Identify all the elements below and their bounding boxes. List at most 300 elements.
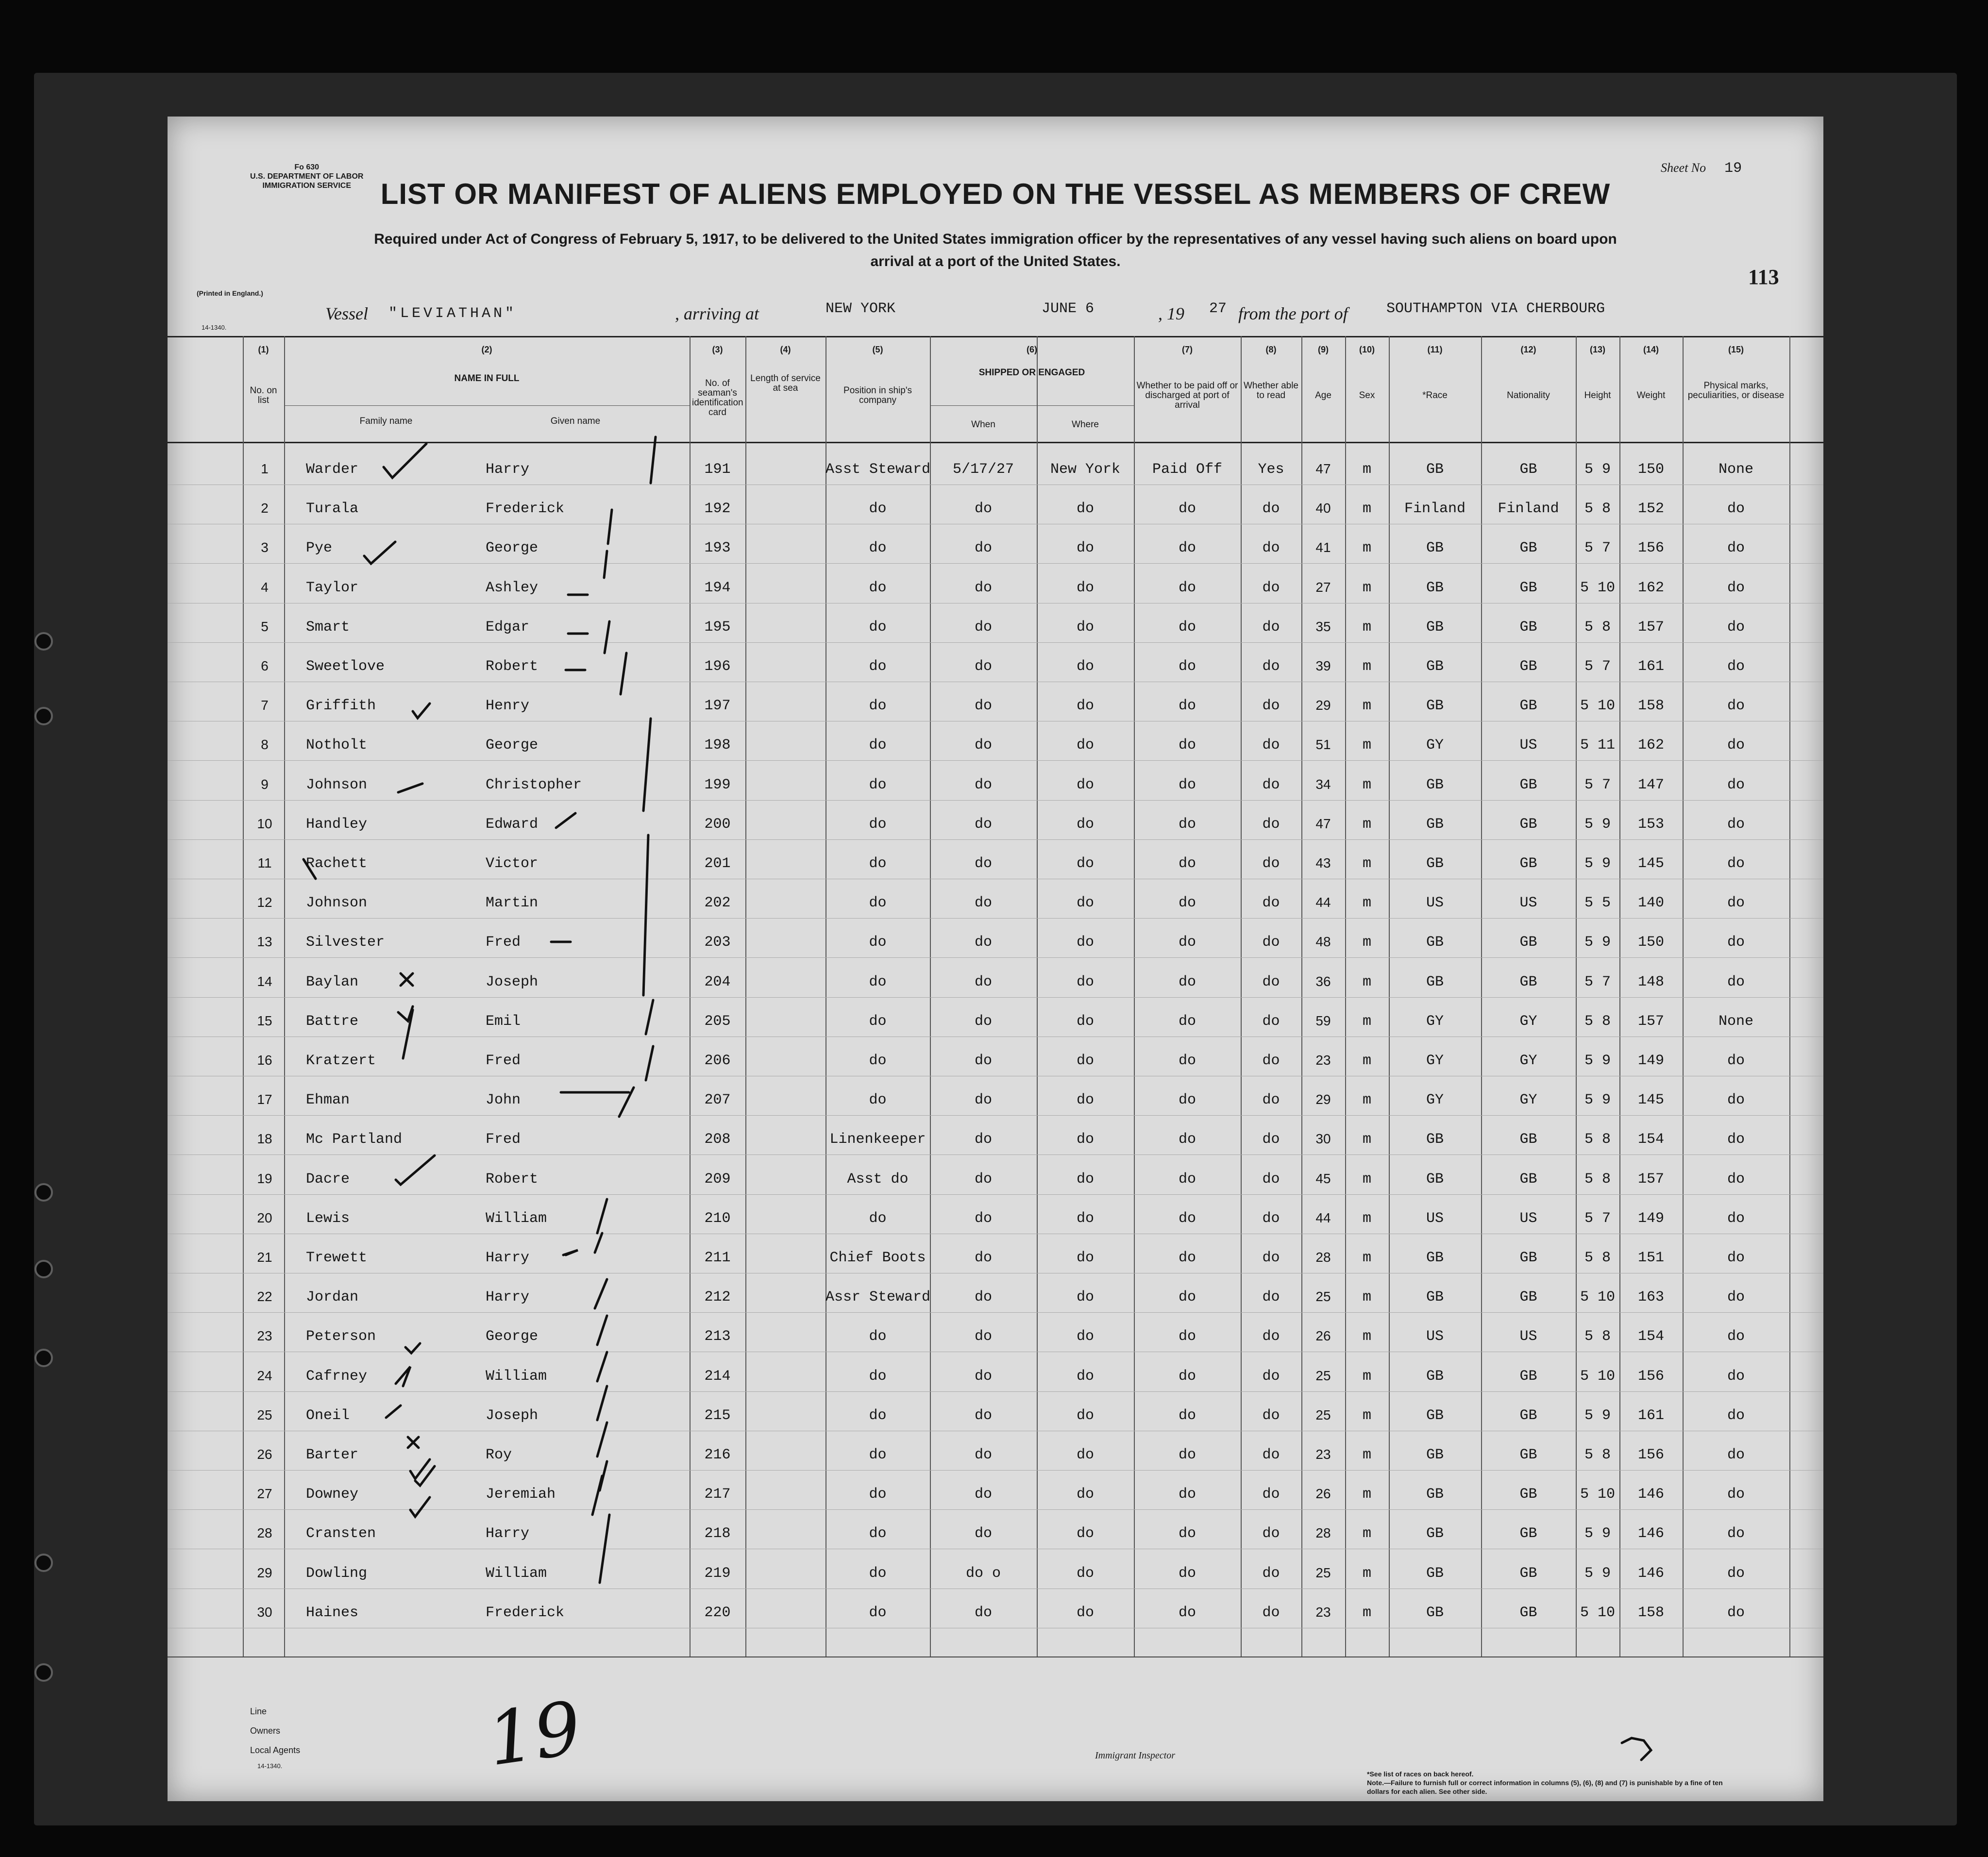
cell-read: do	[1262, 501, 1280, 518]
cell-given: Fred	[486, 1053, 521, 1069]
cell-marks: do	[1727, 1210, 1745, 1227]
cell-given: Frederick	[486, 1604, 565, 1621]
cell-where: do	[1076, 1210, 1094, 1227]
cell-no: 12	[257, 895, 272, 910]
cell-when: do	[974, 1407, 992, 1424]
checkmark	[563, 1250, 578, 1255]
cell-family: Dowling	[306, 1565, 368, 1582]
cell-where: do	[1076, 1171, 1094, 1188]
binder-hole	[34, 707, 53, 725]
cell-height: 5 5	[1584, 895, 1611, 912]
cell-weight: 149	[1637, 1210, 1664, 1227]
footer-form-code: 14-1340.	[257, 1762, 283, 1770]
arrival-date: JUNE 6	[1042, 301, 1095, 317]
cell-weight: 157	[1637, 1171, 1664, 1188]
cell-where: do	[1076, 1328, 1094, 1345]
cell-race: GB	[1426, 619, 1444, 636]
cell-where: do	[1076, 895, 1094, 912]
checkmark	[384, 444, 426, 478]
footer-agents-label: Local Agents	[250, 1745, 301, 1755]
cell-paid: do	[1178, 658, 1196, 675]
footnote: *See list of races on back hereof. Note.—Failure to furnish full or correct information in columns (5), (6), (8) and (7) is punishable by a fine of ten dollars for each alien. See other side.	[1367, 1770, 1723, 1795]
cell-card: 206	[704, 1053, 731, 1069]
binder-hole	[34, 1183, 53, 1202]
cell-position: Asst Steward	[826, 461, 931, 478]
cell-sex: m	[1362, 698, 1371, 715]
cell-weight: 146	[1637, 1486, 1664, 1503]
cell-paid: do	[1178, 501, 1196, 518]
cell-nationality: GB	[1519, 776, 1537, 793]
cell-race: GB	[1426, 973, 1444, 990]
printed-note: (Printed in England.)	[197, 289, 263, 297]
checkmark	[604, 551, 607, 578]
inspector-label: Immigrant Inspector	[1095, 1750, 1175, 1761]
cell-where: do	[1076, 1407, 1094, 1424]
cell-paid: do	[1178, 1604, 1196, 1621]
cell-when: do	[974, 1013, 992, 1030]
cell-where: New York	[1050, 461, 1121, 478]
cell-height: 5 9	[1584, 1407, 1611, 1424]
cell-nationality: GY	[1519, 1092, 1537, 1109]
cell-no: 29	[257, 1565, 272, 1580]
cell-age: 25	[1315, 1368, 1331, 1383]
cell-family: Johnson	[306, 895, 368, 912]
checkmark	[646, 1000, 653, 1034]
cell-height: 5 9	[1584, 855, 1611, 872]
handwritten-sheet-number: 19	[482, 1686, 587, 1783]
cell-card: 208	[704, 1131, 731, 1148]
cell-race: US	[1426, 1328, 1444, 1345]
cell-height: 5 7	[1584, 658, 1611, 675]
footer-owners-label: Owners	[250, 1726, 281, 1736]
cell-no: 19	[257, 1171, 272, 1186]
cell-when: do	[974, 816, 992, 833]
cell-where: do	[1076, 658, 1094, 675]
header-no-on-list: No. on list	[250, 385, 277, 405]
cell-position: do	[869, 658, 887, 675]
cell-given: Emil	[486, 1013, 521, 1030]
cell-position: do	[869, 1013, 887, 1030]
cell-when: do o	[965, 1565, 1001, 1582]
cell-paid: do	[1178, 1565, 1196, 1582]
cell-position: do	[869, 1368, 887, 1385]
checkmark	[600, 1515, 609, 1583]
cell-paid: do	[1178, 737, 1196, 754]
cell-family: Baylan	[306, 973, 359, 990]
handwritten-checkmarks	[168, 117, 1823, 1801]
cell-marks: do	[1727, 1486, 1745, 1503]
header-weight: Weight	[1636, 390, 1666, 401]
cell-sex: m	[1362, 895, 1371, 912]
footer-line-label: Line	[250, 1706, 267, 1716]
cell-where: do	[1076, 619, 1094, 636]
checkmark	[410, 1497, 430, 1517]
checkmark	[651, 437, 656, 483]
cell-height: 5 8	[1584, 1447, 1611, 1463]
cell-when: do	[974, 619, 992, 636]
vessel-name: "LEVIATHAN"	[388, 305, 517, 322]
cell-position: do	[869, 1604, 887, 1621]
cell-age: 48	[1315, 934, 1331, 950]
cell-weight: 150	[1637, 934, 1664, 951]
cell-when: do	[974, 855, 992, 872]
cell-marks: do	[1727, 501, 1745, 518]
cell-no: 3	[261, 540, 269, 555]
cell-card: 197	[704, 698, 731, 715]
cell-where: do	[1076, 1525, 1094, 1542]
cell-paid: do	[1178, 855, 1196, 872]
header-sex: Sex	[1359, 390, 1375, 401]
checkmark	[398, 784, 422, 792]
cell-race: GB	[1426, 461, 1444, 478]
cell-paid: do	[1178, 1328, 1196, 1345]
cell-paid: do	[1178, 1053, 1196, 1069]
cell-no: 2	[261, 501, 269, 516]
cell-read: do	[1262, 1407, 1280, 1424]
cell-nationality: GB	[1519, 1604, 1537, 1621]
cell-weight: 148	[1637, 973, 1664, 990]
cell-card: 217	[704, 1486, 731, 1503]
cell-when: do	[974, 1250, 992, 1266]
cell-height: 5 9	[1584, 461, 1611, 478]
cell-card: 195	[704, 619, 731, 636]
cell-position: Assr Steward	[826, 1289, 931, 1306]
cell-weight: 156	[1637, 1368, 1664, 1385]
cell-sex: m	[1362, 1328, 1371, 1345]
cell-marks: do	[1727, 1565, 1745, 1582]
header-height: Height	[1584, 390, 1611, 401]
cell-family: Battre	[306, 1013, 359, 1030]
cell-given: Frederick	[486, 501, 565, 518]
cell-age: 40	[1315, 501, 1331, 516]
cell-no: 20	[257, 1210, 272, 1225]
cell-card: 215	[704, 1407, 731, 1424]
cell-age: 30	[1315, 1131, 1331, 1147]
cell-read: do	[1262, 658, 1280, 675]
col-number: (13)	[1589, 345, 1605, 354]
cell-nationality: GB	[1519, 1250, 1537, 1266]
cell-when: do	[974, 1053, 992, 1069]
cell-when: do	[974, 579, 992, 596]
cell-card: 194	[704, 579, 731, 596]
cell-where: do	[1076, 1250, 1094, 1266]
page-subtitle: Required under Act of Congress of February 5, 1917, to be delivered to the United States immigration officer by the representatives of any vessel having such aliens on board upon arrival at a port of the United States.	[374, 231, 1617, 269]
col-number: (5)	[872, 345, 883, 354]
cell-race: GB	[1426, 1486, 1444, 1503]
binder-hole	[34, 1554, 53, 1572]
header-physical-marks: Physical marks, peculiarities, or disease	[1687, 381, 1785, 401]
cell-age: 27	[1315, 579, 1331, 595]
cell-when: do	[974, 698, 992, 715]
cell-weight: 162	[1637, 579, 1664, 596]
cell-position: do	[869, 698, 887, 715]
cell-family: Downey	[306, 1486, 359, 1503]
checkmark	[597, 1386, 607, 1420]
cell-height: 5 10	[1580, 1368, 1615, 1385]
cell-given: Henry	[486, 698, 530, 715]
cell-where: do	[1076, 1013, 1094, 1030]
cell-paid: do	[1178, 776, 1196, 793]
cell-race: GB	[1426, 1289, 1444, 1306]
cell-sex: m	[1362, 1447, 1371, 1463]
cell-where: do	[1076, 1486, 1094, 1503]
page-number: 113	[1748, 265, 1779, 289]
cell-position: do	[869, 816, 887, 833]
checkmark	[556, 813, 575, 828]
cell-weight: 146	[1637, 1525, 1664, 1542]
cell-age: 44	[1315, 895, 1331, 910]
cell-no: 28	[257, 1525, 272, 1541]
cell-nationality: GB	[1519, 461, 1537, 478]
cell-card: 211	[704, 1250, 731, 1266]
cell-no: 1	[261, 461, 269, 476]
cell-nationality: US	[1519, 1210, 1537, 1227]
cell-no: 7	[261, 698, 269, 713]
cell-race: GB	[1426, 698, 1444, 715]
cell-family: Smart	[306, 619, 350, 636]
cell-height: 5 8	[1584, 619, 1611, 636]
year-prefix: , 19	[1158, 304, 1184, 323]
checkmark	[396, 1155, 435, 1185]
header-family-name: Family name	[359, 416, 413, 426]
cell-position: do	[869, 540, 887, 557]
cell-no: 21	[257, 1250, 272, 1265]
cell-no: 4	[261, 579, 269, 595]
cell-family: Cransten	[306, 1525, 376, 1542]
cell-given: George	[486, 737, 539, 754]
cell-where: do	[1076, 1565, 1094, 1582]
cell-age: 23	[1315, 1604, 1331, 1620]
cell-race: GY	[1426, 1013, 1444, 1030]
cell-race: GB	[1426, 1368, 1444, 1385]
cell-given: George	[486, 540, 539, 557]
cell-weight: 147	[1637, 776, 1664, 793]
cell-paid: do	[1178, 816, 1196, 833]
cell-given: Robert	[486, 1171, 539, 1188]
cell-race: GB	[1426, 579, 1444, 596]
cell-nationality: GB	[1519, 658, 1537, 675]
cell-no: 30	[257, 1604, 272, 1620]
cell-position: do	[869, 1092, 887, 1109]
cell-family: Peterson	[306, 1328, 376, 1345]
cell-card: 198	[704, 737, 731, 754]
cell-nationality: GB	[1519, 1407, 1537, 1424]
bracket-mark	[1622, 1738, 1651, 1760]
header-nationality: Nationality	[1507, 390, 1550, 401]
cell-race: GB	[1426, 1447, 1444, 1463]
header-length-service: Length of service at sea	[750, 373, 821, 393]
checkmark	[643, 835, 648, 995]
col-number: (3)	[712, 345, 723, 354]
cell-family: Lewis	[306, 1210, 350, 1227]
cell-sex: m	[1362, 816, 1371, 833]
cell-position: do	[869, 1525, 887, 1542]
cell-where: do	[1076, 855, 1094, 872]
cell-weight: 153	[1637, 816, 1664, 833]
cell-position: do	[869, 1407, 887, 1424]
col-number: (4)	[780, 345, 791, 354]
cell-given: William	[486, 1565, 547, 1582]
cell-read: do	[1262, 1604, 1280, 1621]
cell-marks: do	[1727, 1328, 1745, 1345]
cell-when: do	[974, 501, 992, 518]
cell-nationality: GB	[1519, 1486, 1537, 1503]
cell-when: do	[974, 1447, 992, 1463]
cell-when: do	[974, 1368, 992, 1385]
cell-card: 205	[704, 1013, 731, 1030]
cell-race: GY	[1426, 1092, 1444, 1109]
cell-paid: do	[1178, 934, 1196, 951]
from-label: from the port of	[1238, 304, 1348, 323]
checkmark	[643, 719, 651, 811]
cell-nationality: GB	[1519, 1131, 1537, 1148]
cell-position: do	[869, 1565, 887, 1582]
cell-sex: m	[1362, 1013, 1371, 1030]
cell-read: do	[1262, 895, 1280, 912]
cell-card: 214	[704, 1368, 731, 1385]
cell-sex: m	[1362, 1525, 1371, 1542]
cell-card: 196	[704, 658, 731, 675]
cell-height: 5 11	[1580, 737, 1615, 754]
cell-no: 24	[257, 1368, 272, 1383]
cell-sex: m	[1362, 579, 1371, 596]
cell-read: do	[1262, 1131, 1280, 1148]
cell-nationality: GB	[1519, 816, 1537, 833]
year-suffix: 27	[1209, 301, 1227, 317]
checkmark	[597, 1316, 607, 1345]
checkmark	[303, 859, 316, 879]
cell-marks: do	[1727, 816, 1745, 833]
cell-nationality: GB	[1519, 1447, 1537, 1463]
cell-position: do	[869, 619, 887, 636]
cell-read: do	[1262, 855, 1280, 872]
cell-where: do	[1076, 934, 1094, 951]
cell-marks: do	[1727, 1053, 1745, 1069]
checkmark	[595, 1233, 602, 1253]
cell-nationality: GY	[1519, 1013, 1537, 1030]
cell-age: 41	[1315, 540, 1331, 555]
cell-given: Roy	[486, 1447, 512, 1463]
checkmark	[568, 621, 609, 653]
cell-when: do	[974, 1525, 992, 1542]
cell-paid: do	[1178, 973, 1196, 990]
cell-read: do	[1262, 1092, 1280, 1109]
cell-position: Chief Boots	[829, 1250, 926, 1266]
sheet-number: Sheet No 19	[1661, 160, 1742, 177]
cell-where: do	[1076, 1053, 1094, 1069]
cell-age: 26	[1315, 1328, 1331, 1344]
cell-card: 203	[704, 934, 731, 951]
cell-position: do	[869, 1328, 887, 1345]
cell-card: 209	[704, 1171, 731, 1188]
cell-age: 23	[1315, 1053, 1331, 1068]
cell-where: do	[1076, 1447, 1094, 1463]
cell-read: do	[1262, 1250, 1280, 1266]
cell-paid: do	[1178, 895, 1196, 912]
cell-family: Haines	[306, 1604, 359, 1621]
cell-given: William	[486, 1368, 547, 1385]
cell-family: Dacre	[306, 1171, 350, 1188]
cell-age: 47	[1315, 816, 1331, 831]
cell-when: do	[974, 1289, 992, 1306]
cell-race: GB	[1426, 1407, 1444, 1424]
cell-race: GB	[1426, 1525, 1444, 1542]
cell-sex: m	[1362, 461, 1371, 478]
cell-nationality: GB	[1519, 619, 1537, 636]
cell-nationality: GB	[1519, 1171, 1537, 1188]
cell-family: Kratzert	[306, 1053, 376, 1069]
cell-card: 191	[704, 461, 731, 478]
binder-hole	[34, 632, 53, 651]
cell-sex: m	[1362, 1407, 1371, 1424]
col-number: (7)	[1182, 345, 1193, 354]
cell-where: do	[1076, 1289, 1094, 1306]
checkmark	[410, 1459, 435, 1486]
cell-where: do	[1076, 1092, 1094, 1109]
cell-given: Fred	[486, 1131, 521, 1148]
checkmark	[561, 1087, 634, 1117]
cell-sex: m	[1362, 1210, 1371, 1227]
cell-card: 216	[704, 1447, 731, 1463]
col-number: (11)	[1427, 345, 1443, 354]
cell-where: do	[1076, 1131, 1094, 1148]
cell-given: William	[486, 1210, 547, 1227]
cell-given: Harry	[486, 1250, 530, 1266]
cell-where: do	[1076, 737, 1094, 754]
checkmark	[396, 1367, 410, 1386]
cell-marks: do	[1727, 1447, 1745, 1463]
cell-no: 27	[257, 1486, 272, 1502]
cell-no: 26	[257, 1447, 272, 1462]
cell-position: do	[869, 1053, 887, 1069]
cell-card: 192	[704, 501, 731, 518]
cell-height: 5 10	[1580, 1289, 1615, 1306]
cell-race: Finland	[1404, 501, 1466, 518]
cell-given: Martin	[486, 895, 539, 912]
checkmark	[592, 1476, 602, 1515]
cell-marks: do	[1727, 1604, 1745, 1621]
form-code: 14-1340.	[202, 324, 227, 331]
cell-given: Robert	[486, 658, 539, 675]
cross-mark	[401, 973, 413, 986]
cell-when: do	[974, 973, 992, 990]
cell-height: 5 10	[1580, 698, 1615, 715]
cell-family: Barter	[306, 1447, 359, 1463]
cell-height: 5 9	[1584, 1525, 1611, 1542]
cell-nationality: GB	[1519, 1289, 1537, 1306]
cell-marks: do	[1727, 1092, 1745, 1109]
cell-race: GB	[1426, 1171, 1444, 1188]
cell-weight: 158	[1637, 1604, 1664, 1621]
cell-weight: 151	[1637, 1250, 1664, 1266]
header-position: Position in ship's company	[843, 385, 912, 405]
cell-weight: 162	[1637, 737, 1664, 754]
cell-read: do	[1262, 1171, 1280, 1188]
cell-paid: do	[1178, 1447, 1196, 1463]
cell-paid: do	[1178, 1525, 1196, 1542]
cell-read: do	[1262, 1525, 1280, 1542]
cell-given: Jeremiah	[486, 1486, 556, 1503]
cell-when: do	[974, 540, 992, 557]
cell-age: 29	[1315, 698, 1331, 713]
cell-sex: m	[1362, 776, 1371, 793]
cell-marks: do	[1727, 1525, 1745, 1542]
cell-when: do	[974, 737, 992, 754]
checkmark	[398, 1006, 413, 1058]
cell-card: 220	[704, 1604, 731, 1621]
cell-weight: 161	[1637, 658, 1664, 675]
cell-age: 25	[1315, 1565, 1331, 1580]
